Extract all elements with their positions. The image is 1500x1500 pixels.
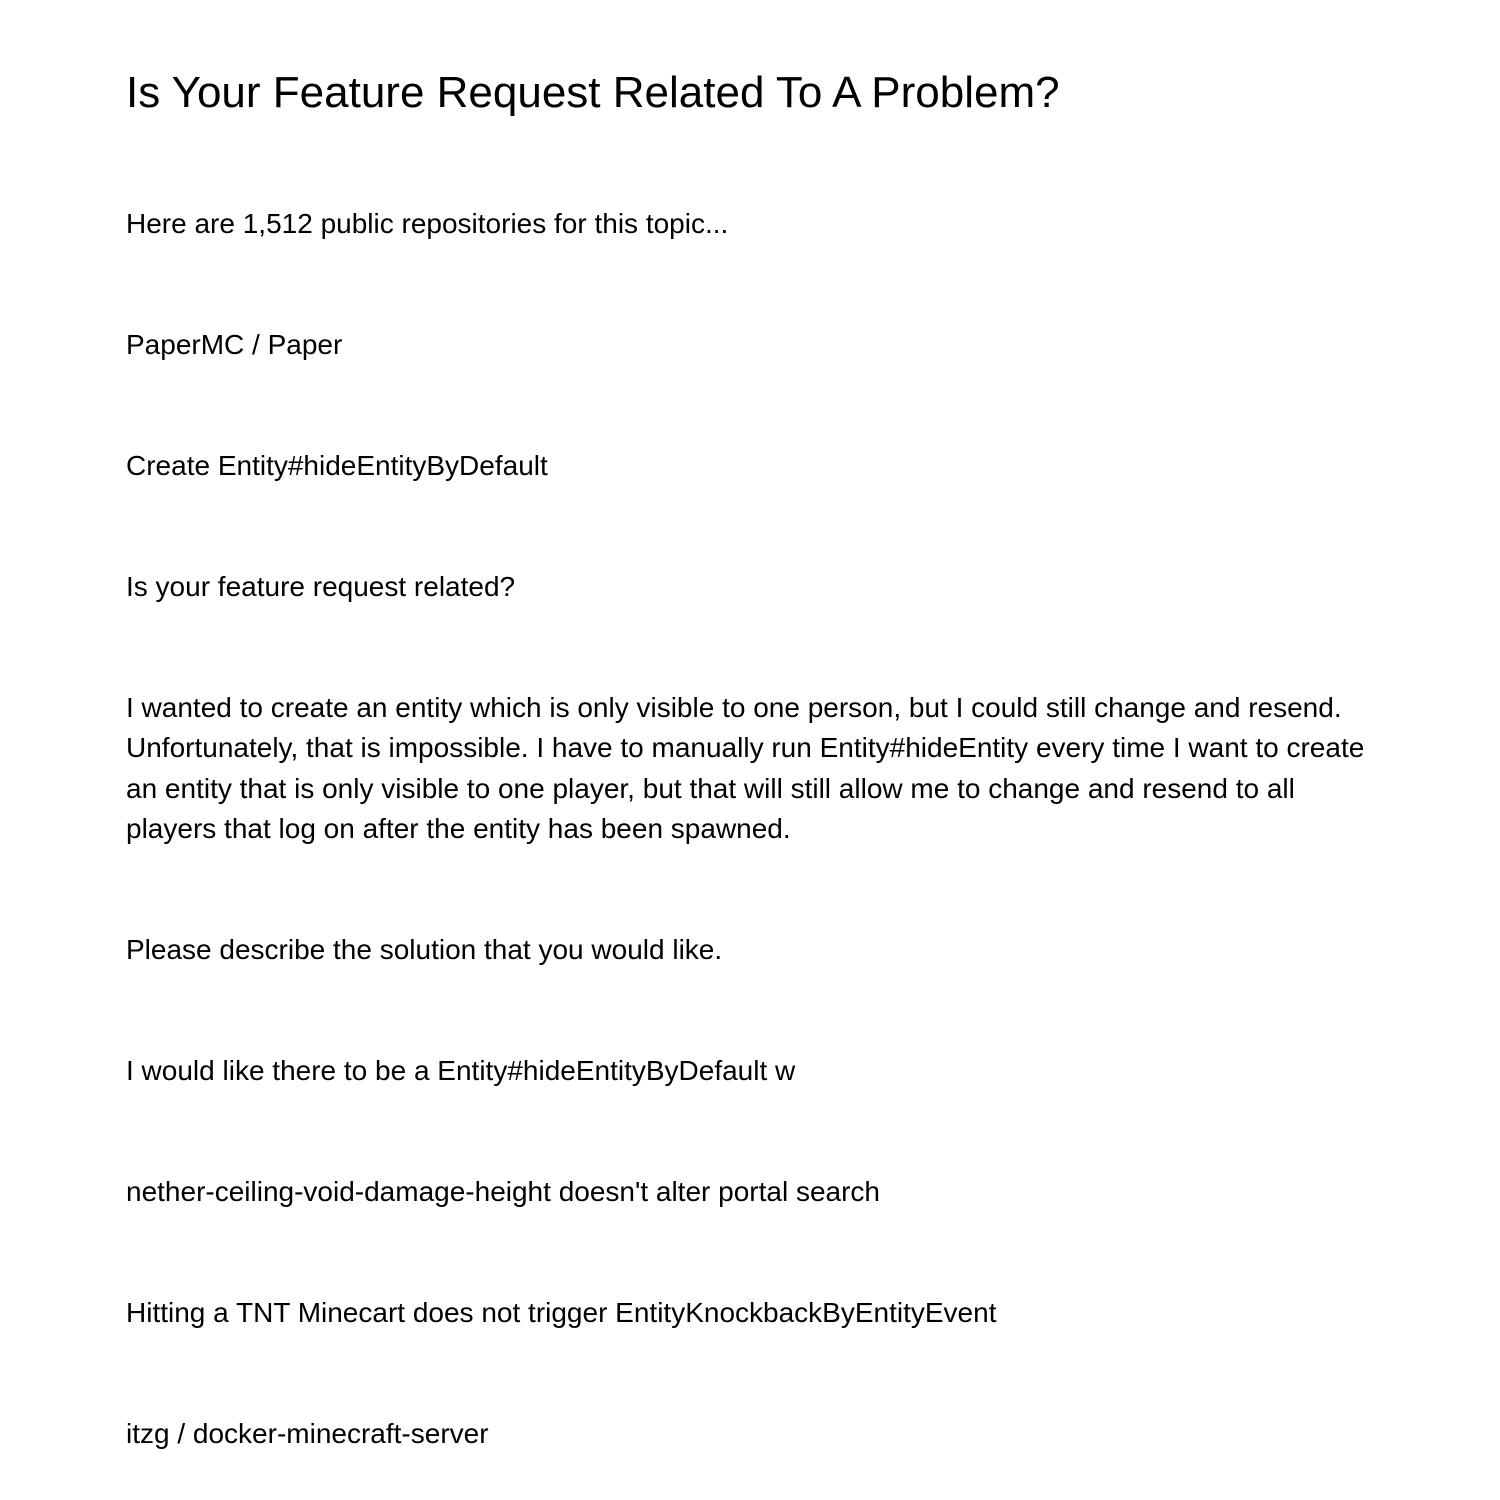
section-heading-problem: Is your feature request related?: [126, 571, 516, 602]
issue-title-tnt-minecart: Hitting a TNT Minecart does not trigger EntityKnockbackByEntityEvent: [126, 1297, 997, 1328]
problem-description: I wanted to create an entity which is only visible to one person, but I could still change and resend. Unfortunately, that is impossible. I have to manually run Entity#hideEntity every time I want to create an entity that is only visible to one player, but that will still allow me to change and resend to all players that log on after the entity has been spawned.: [126, 692, 1365, 845]
repository-name: PaperMC / Paper: [126, 329, 343, 360]
issue-title-nether-ceiling: nether-ceiling-void-damage-height doesn't alter portal search: [126, 1176, 880, 1207]
solution-description: I would like there to be a Entity#hideEntityByDefault w: [126, 1055, 796, 1086]
page-title: Is Your Feature Request Related To A Problem?: [126, 68, 1060, 117]
issue-title: Create Entity#hideEntityByDefault: [126, 450, 548, 481]
repository-name-docker: itzg / docker-minecraft-server: [126, 1418, 489, 1449]
repository-count-text: Here are 1,512 public repositories for this topic...: [126, 208, 729, 239]
section-heading-solution: Please describe the solution that you would like.: [126, 934, 723, 965]
